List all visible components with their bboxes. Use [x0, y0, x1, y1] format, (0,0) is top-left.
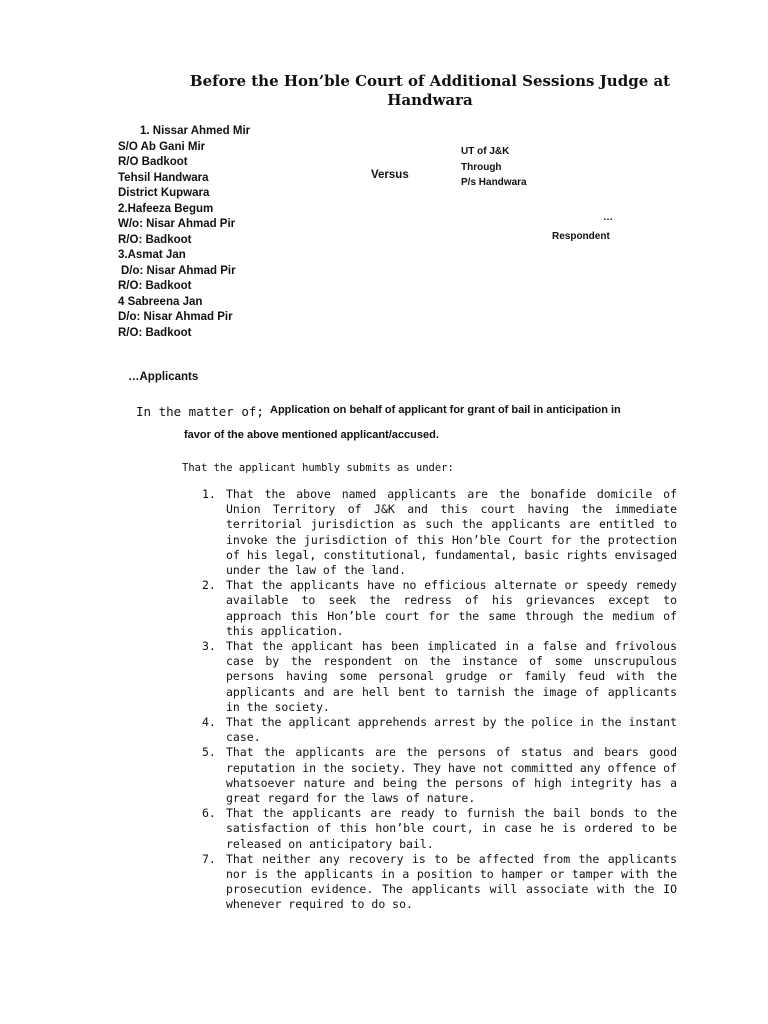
applicant-line: W/o: Nisar Ahmad Pir — [118, 218, 236, 230]
applicant-line: Tehsil Handwara — [118, 171, 209, 184]
applicant-line: D/o: Nisar Ahmad Pir — [118, 311, 233, 323]
applicant-line: R/O: Badkoot — [118, 280, 192, 292]
applicant-line: R/O: Badkoot — [118, 326, 192, 339]
applicant-line: 4 Sabreena Jan — [118, 295, 203, 308]
applicant-line: R/O: Badkoot — [118, 233, 192, 246]
point-item — [202, 639, 677, 715]
point-text: That neither any recovery is to be affected from the applicants nor is the applicants in a position to hamper or tamper with the prosecution evidence. The applicants will associate with the IO whenever required to do so. — [226, 851, 677, 912]
point-text: That the applicants are the persons of status and bears good reputation in the society. They have not committed any offence of whatsoever nature and being the persons of high integrity has a great regard for the laws of nature. — [226, 745, 677, 806]
respondent-line: UT of J&K — [461, 146, 510, 157]
applicants-block — [118, 124, 250, 341]
versus-label: Versus — [371, 169, 409, 181]
point-number: 2. — [202, 578, 216, 593]
applicant-line: 3.Asmat Jan — [118, 249, 186, 261]
point-item — [202, 487, 677, 578]
respondent-line: P/s Handwara — [461, 177, 527, 188]
respondent-label: Respondent — [552, 231, 610, 242]
point-number: 6. — [202, 806, 216, 821]
point-number: 5. — [202, 745, 216, 760]
point-text: That the applicant has been implicated in a false and frivolous case by the respondent on the instance of some unscrupulous persons having some personal grudge or family feud with the applicants and are hell bent to tarnish the image of applicants in the society. — [226, 639, 677, 714]
applicant-line: 2.Hafeeza Begum — [118, 202, 214, 215]
point-item — [202, 852, 677, 913]
matter-line-2: favor of the above mentioned applicant/accused. — [184, 429, 439, 441]
point-number: 1. — [202, 487, 216, 501]
respondent-ellipsis: … — [603, 212, 613, 223]
applicants-label: …Applicants — [128, 371, 199, 383]
court-title-line-1: Before the Hon’ble Court of Additional Sessions Judge at — [189, 72, 671, 90]
point-text: That the above named applicants are the bonafide domicile of Union Territory of J&K and this court having the immediate territorial jurisdiction as such the applicants are entitled to invoke the jurisdiction of this Hon’ble Court for the protection of his legal, constitutional, fundamental, basic rights envisaged under the law of the land. — [226, 487, 677, 578]
court-title-line-2: Handwara — [387, 91, 473, 109]
court-title — [150, 72, 710, 110]
point-number: 7. — [202, 851, 216, 866]
point-item — [202, 745, 677, 806]
point-text: That the applicant apprehends arrest by the police in the instant case. — [226, 715, 677, 745]
applicant-line: R/O Badkoot — [118, 156, 188, 168]
point-item — [202, 715, 677, 745]
point-item — [202, 806, 677, 852]
submits-intro: That the applicant humbly submits as under: — [182, 462, 454, 474]
matter-line-1: Application on behalf of applicant for grant of bail in anticipation in — [270, 404, 621, 416]
applicant-line: S/O Ab Gani Mir — [118, 140, 206, 153]
point-number: 4. — [202, 715, 216, 730]
points-list — [202, 487, 677, 913]
respondent-block — [461, 144, 527, 191]
point-text: That the applicants have no efficious alternate or speedy remedy available to seek the redress of his grievances except to approach this Hon’ble court for the same through the medium of this application. — [226, 578, 677, 638]
applicant-line: 1. Nissar Ahmed Mir — [140, 125, 251, 137]
applicant-line: D/o: Nisar Ahmad Pir — [121, 264, 236, 277]
matter-prefix: In the matter of; — [136, 404, 264, 419]
point-item — [202, 578, 677, 639]
applicant-line: District Kupwara — [118, 187, 210, 199]
respondent-line: Through — [461, 161, 502, 173]
point-number: 3. — [202, 639, 216, 654]
point-text: That the applicants are ready to furnish the bail bonds to the satisfaction of this hon’ble court, in case he is ordered to be released on anticipatory bail. — [226, 806, 677, 851]
